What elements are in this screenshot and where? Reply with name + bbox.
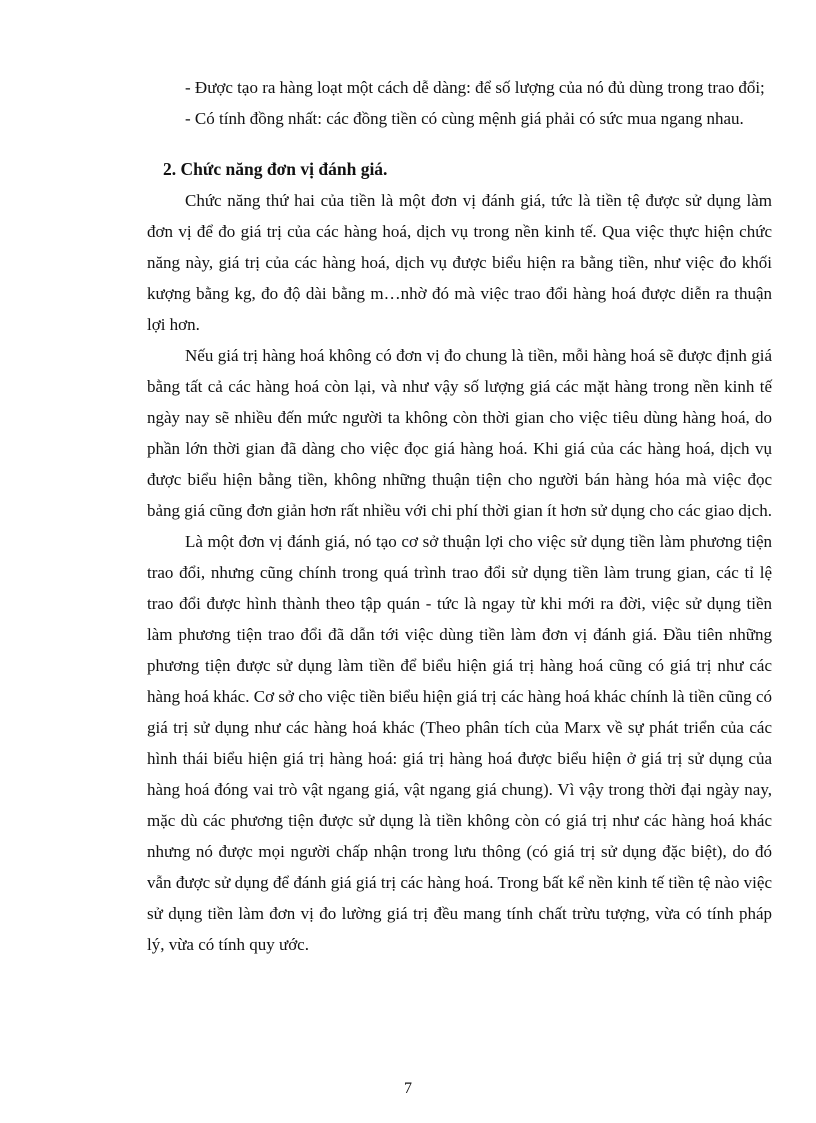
body-paragraph: Chức năng thứ hai của tiền là một đơn vị đánh giá, tức là tiền tệ được sử dụng làm đơn vị để đo giá trị của các hàng hoá, dịch vụ trong nền kinh tế. Qua việc thực hiện chức năng này, giá trị của các hàng hoá, dịch vụ được biểu hiện ra bằng tiền, như việc đo khối kượng bằng kg, đo độ dài bằng m…nhờ đó mà việc trao đổi hàng hoá được diễn ra thuận lợi hơn. — [147, 191, 772, 334]
page-number: 7 — [404, 1080, 412, 1097]
body-paragraph: Nếu giá trị hàng hoá không có đơn vị đo chung là tiền, mỗi hàng hoá sẽ được định giá bằng tất cả các hàng hoá còn lại, và như vậy số lượng giá các mặt hàng trong nền kinh tế ngày nay sẽ nhiều đến mức người ta không còn thời gian cho việc tiêu dùng hàng hoá, do phần lớn thời gian đã dàng cho việc đọc giá hàng hoá. Khi giá của các hàng hoá, dịch vụ được biểu hiện bằng tiền, không những thuận tiện cho người bán hàng hóa mà việc đọc bảng giá cũng đơn giản hơn rất nhiều với chi phí thời gian ít hơn sử dụng cho các giao dịch. — [147, 346, 772, 520]
bullet-paragraph: - Được tạo ra hàng loạt một cách dễ dàng: để số lượng của nó đủ dùng trong trao đổi; — [185, 78, 765, 97]
document-page — [147, 72, 772, 960]
bullet-paragraph: - Có tính đồng nhất: các đồng tiền có cùng mệnh giá phải có sức mua ngang nhau. — [185, 109, 744, 128]
body-paragraph: Là một đơn vị đánh giá, nó tạo cơ sở thuận lợi cho việc sử dụng tiền làm phương tiện trao đổi, nhưng cũng chính trong quá trình trao đổi sử dụng tiền làm trung gian, các tỉ lệ trao đổi được hình thành theo tập quán - tức là ngay từ khi mới ra đời, việc sử dụng tiền làm phương tiện trao đổi đã dẫn tới việc dùng tiền làm đơn vị đánh giá. Đầu tiên những phương tiện được sử dụng làm tiền để biểu hiện giá trị hàng hoá cũng có giá trị như các hàng hoá khác. Cơ sở cho việc tiền biểu hiện giá trị các hàng hoá khác chính là tiền cũng có giá trị sử dụng như các hàng hoá khác (Theo phân tích của Marx về sự phát triển của các hình thái biểu hiện giá trị hàng hoá: giá trị hàng hoá được biểu hiện ở giá trị sử dụng của hàng hoá đóng vai trò vật ngang giá, vật ngang giá chung). Vì vậy trong thời đại ngày nay, mặc dù các phương tiện được sử dụng là tiền không còn có giá trị như các hàng hoá khác nhưng nó được mọi người chấp nhận trong lưu thông (có giá trị sử dụng đặc biệt), do đó vẫn được sử dụng để đánh giá giá trị các hàng hoá. Trong bất kể nền kinh tế tiền tệ nào việc sử dụng tiền làm đơn vị đo lường giá trị đều mang tính chất trừu tượng, vừa có tính pháp lý, vừa có tính quy ước. — [147, 532, 772, 954]
section-heading: 2. Chức năng đơn vị đánh giá. — [163, 159, 388, 179]
